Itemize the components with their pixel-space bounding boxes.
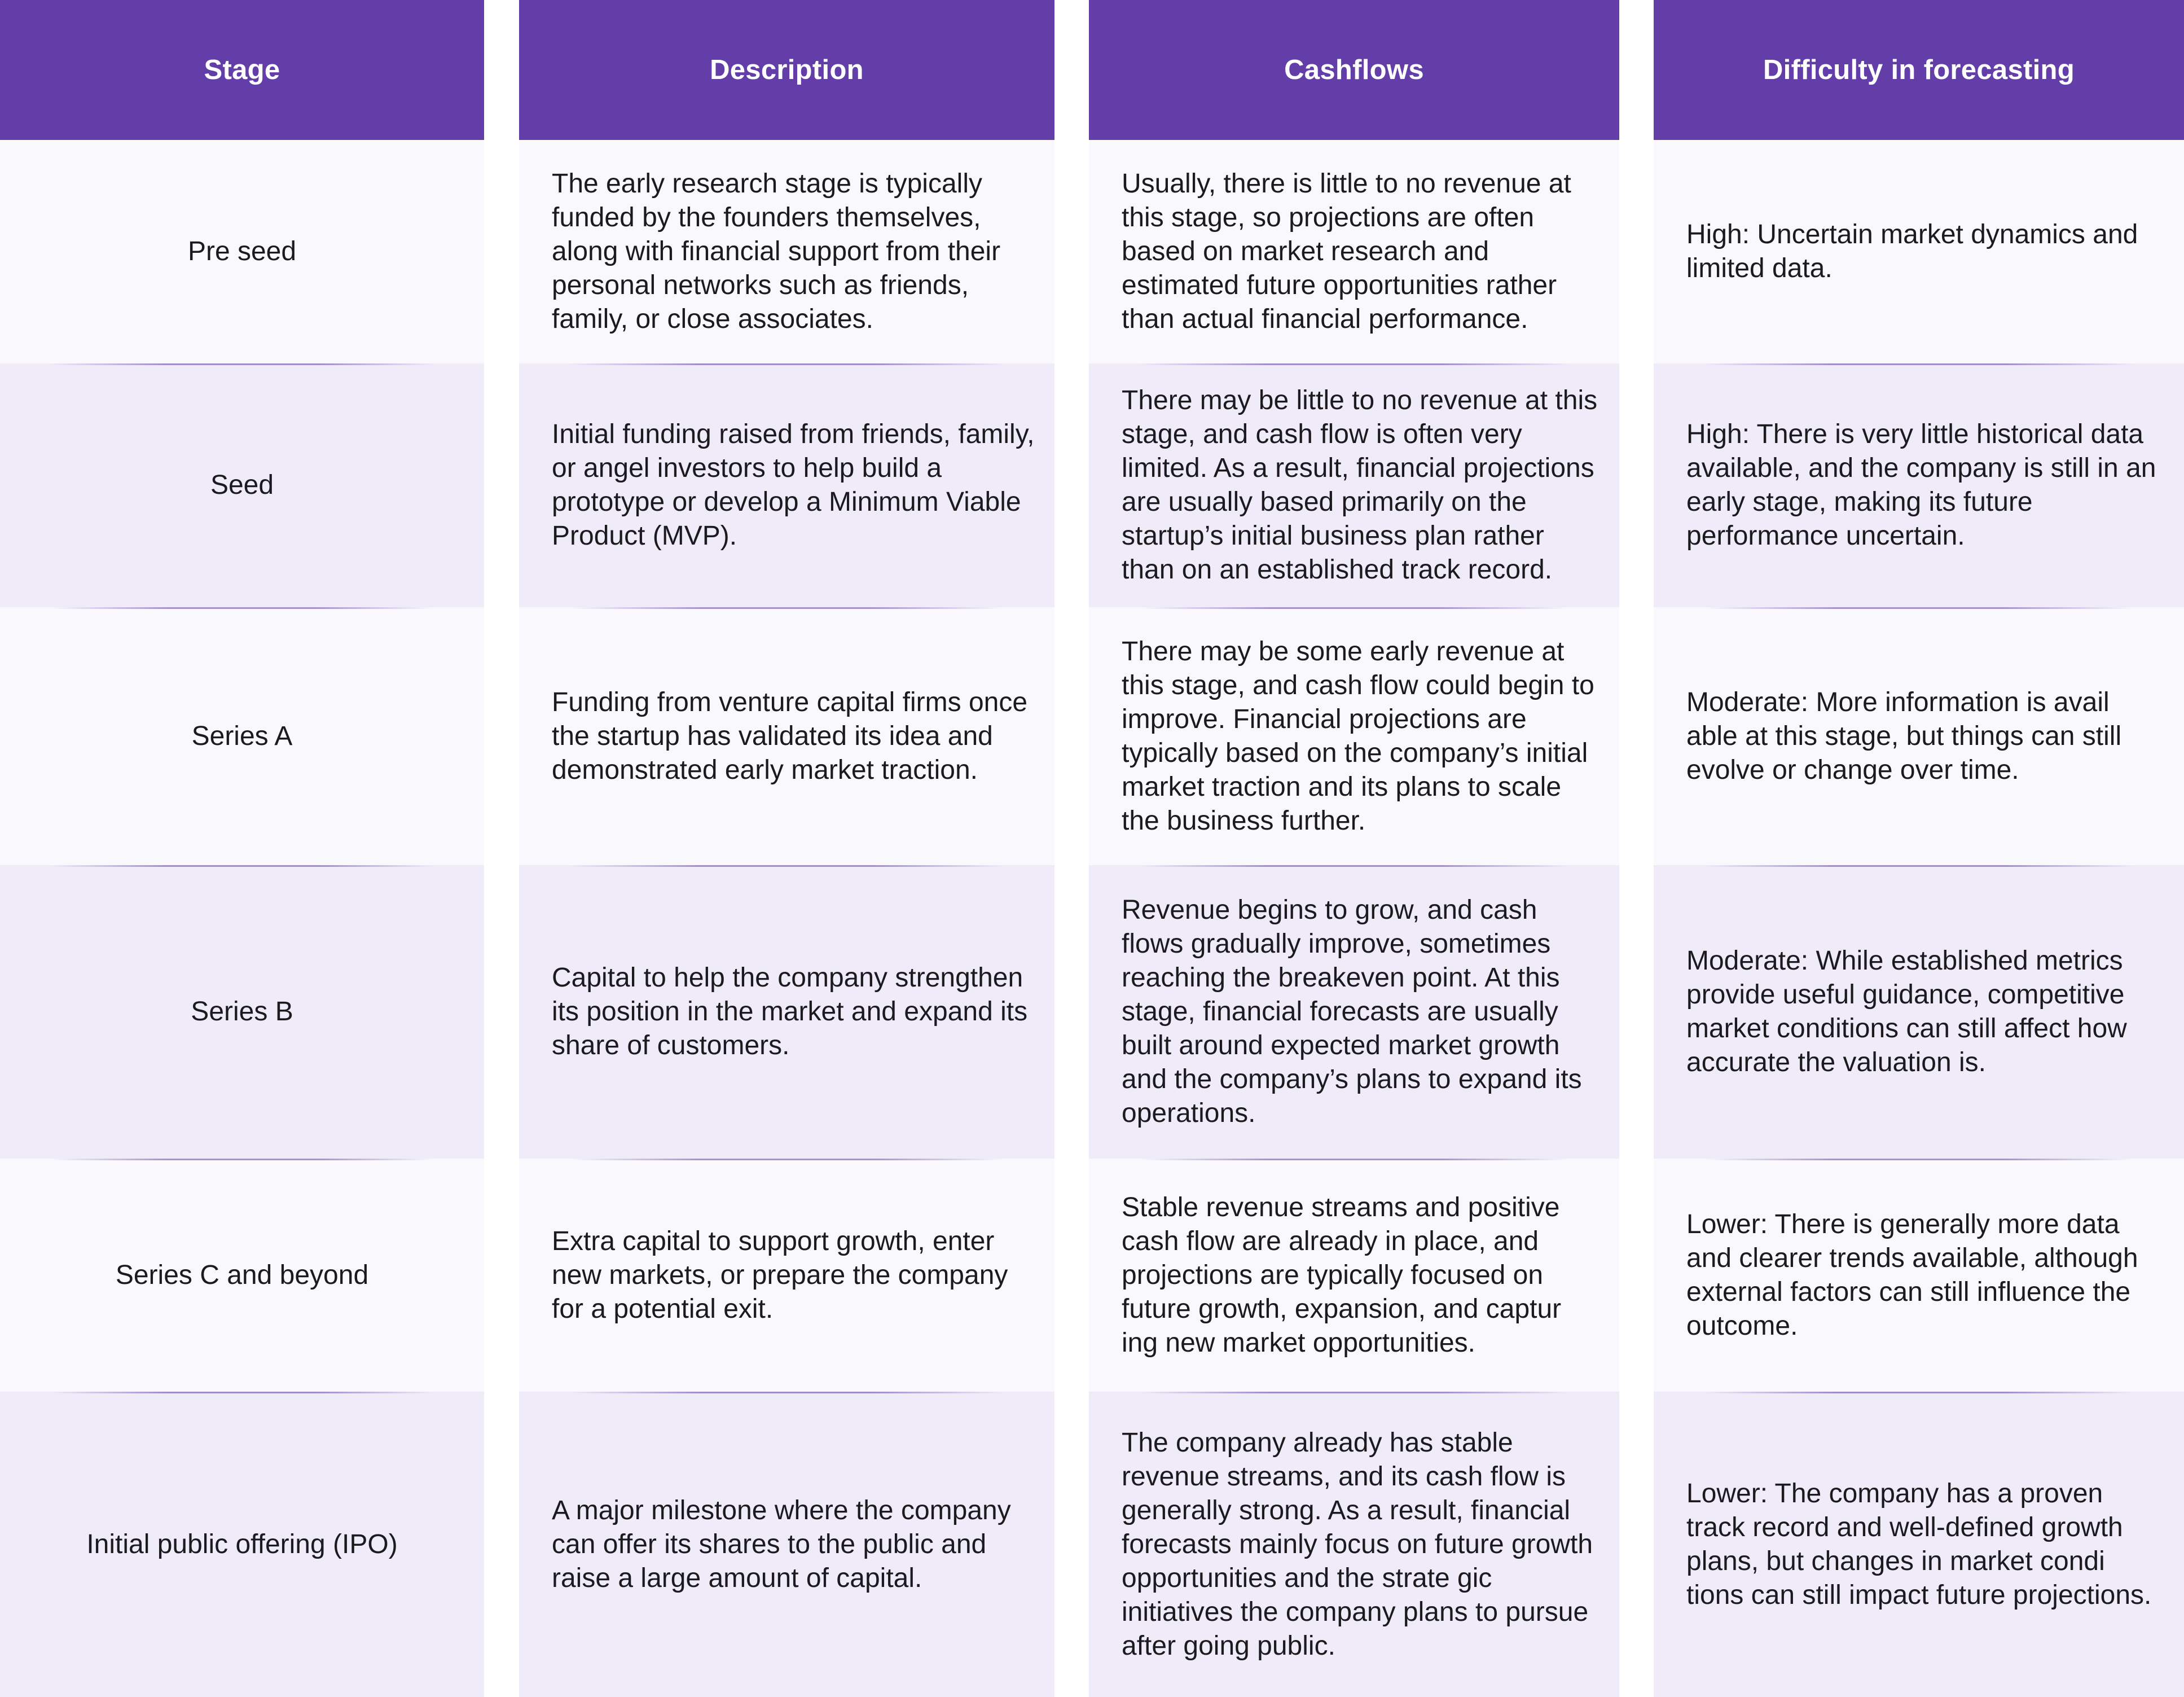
description-column xyxy=(519,0,1054,1697)
difficulty-cell xyxy=(1654,1159,2184,1392)
description-text: Funding from venture capital firms once the startup has validated its idea and demonstrated early market traction. xyxy=(552,687,1028,785)
row-divider xyxy=(1140,1159,1568,1160)
row-divider xyxy=(1704,865,2133,867)
stage-cell xyxy=(0,1159,484,1392)
stage-cell xyxy=(0,607,484,865)
stage-text: Seed xyxy=(210,470,274,500)
row-divider xyxy=(1704,607,2133,609)
row-divider xyxy=(570,607,1004,609)
cashflows-cell xyxy=(1089,1392,1619,1697)
stage-text: Pre seed xyxy=(187,236,297,266)
difficulty-cell xyxy=(1654,1392,2184,1697)
row-divider xyxy=(1140,363,1568,365)
stage-text: Series B xyxy=(191,997,293,1027)
description-cell xyxy=(519,140,1054,363)
cashflows-text: The company already has stable revenue streams, and its cash flow is generally strong. As a result, financial forecasts mainly focus on future growth opportunities and the strate gic initiatives the company plans to pursue after going public. xyxy=(1122,1427,1593,1661)
stage-text: Series C and beyond xyxy=(115,1260,369,1290)
header-cashflows: Cashflows xyxy=(1089,0,1619,140)
description-text: Initial funding raised from friends, family, or angel investors to help build a prototype or develop a Minimum Viable Product (MVP). xyxy=(552,419,1035,551)
stage-text: Initial public offering (IPO) xyxy=(86,1529,398,1559)
row-divider xyxy=(51,607,433,609)
stage-text: Series A xyxy=(191,721,293,751)
row-divider xyxy=(570,1392,1004,1393)
row-divider xyxy=(51,363,433,365)
row-divider xyxy=(1704,1159,2133,1160)
cashflows-text: There may be little to no revenue at this stage, and cash flow is often very limited. As a result, financial projections are usually based primarily on the startup’s initial business plan rather than on an established track record. xyxy=(1122,385,1598,585)
row-divider xyxy=(570,1159,1004,1160)
row-divider xyxy=(51,1392,433,1393)
row-divider xyxy=(1140,607,1568,609)
row-divider xyxy=(1140,1392,1568,1393)
difficulty-text: Lower: There is generally more data and clearer trends available, although external factors can still influence the outcome. xyxy=(1686,1209,2138,1341)
row-divider xyxy=(570,363,1004,365)
row-divider xyxy=(1704,363,2133,365)
description-cell xyxy=(519,865,1054,1159)
cashflows-cell xyxy=(1089,363,1619,607)
stage-cell xyxy=(0,363,484,607)
cashflows-cell xyxy=(1089,1159,1619,1392)
stage-cell xyxy=(0,1392,484,1697)
description-cell xyxy=(519,1392,1054,1697)
cashflows-cell xyxy=(1089,865,1619,1159)
header-stage: Stage xyxy=(0,0,484,140)
cashflows-text: There may be some early revenue at this stage, and cash flow could begin to improve. Financial projections are typically based on the company’s initial market traction and its plans to scale the business further. xyxy=(1122,636,1594,836)
stage-cell xyxy=(0,865,484,1159)
difficulty-cell xyxy=(1654,865,2184,1159)
difficulty-text: High: There is very little historical data available, and the company is still in an early stage, making its future performance uncertain. xyxy=(1686,419,2156,551)
difficulty-text: Moderate: More information is avail able at this stage, but things can still evolve or change over time. xyxy=(1686,687,2122,785)
description-cell xyxy=(519,607,1054,865)
row-divider xyxy=(1704,1392,2133,1393)
difficulty-cell xyxy=(1654,363,2184,607)
stage-cell xyxy=(0,140,484,363)
difficulty-text: High: Uncertain market dynamics and limited data. xyxy=(1686,220,2138,283)
stage-column xyxy=(0,0,484,1697)
cashflows-column xyxy=(1089,0,1619,1697)
description-text: A major milestone where the company can offer its shares to the public and raise a large amount of capital. xyxy=(552,1495,1011,1593)
row-divider xyxy=(1140,865,1568,867)
description-text: Extra capital to support growth, enter new markets, or prepare the company for a potential exit. xyxy=(552,1226,1008,1324)
header-description: Description xyxy=(519,0,1054,140)
cashflows-text: Revenue begins to grow, and cash flows gradually improve, sometimes reaching the breakeven point. At this stage, financial forecasts are usually built around expected market growth and the company’s plans to expand its operations. xyxy=(1122,895,1582,1128)
description-cell xyxy=(519,1159,1054,1392)
cashflows-text: Stable revenue streams and positive cash flow are already in place, and projections are typically focused on future growth, expansion, and captur ing new market opportunities. xyxy=(1122,1192,1562,1358)
row-divider xyxy=(51,1159,433,1160)
cashflows-text: Usually, there is little to no revenue at this stage, so projections are often based on market research and estimated future opportunities rather than actual financial performance. xyxy=(1122,169,1571,334)
difficulty-cell xyxy=(1654,607,2184,865)
difficulty-text: Lower: The company has a proven track record and well-defined growth plans, but changes in market condi tions can still impact future projections. xyxy=(1686,1478,2152,1610)
difficulty-column xyxy=(1654,0,2184,1697)
row-divider xyxy=(51,865,433,867)
difficulty-text: Moderate: While established metrics provide useful guidance, competitive market conditions can still affect how accurate the valuation is. xyxy=(1686,946,2127,1077)
description-text: The early research stage is typically funded by the founders themselves, along with financial support from their personal networks such as friends, family, or close associates. xyxy=(552,169,1001,334)
cashflows-cell xyxy=(1089,140,1619,363)
row-divider xyxy=(570,865,1004,867)
cashflows-cell xyxy=(1089,607,1619,865)
difficulty-cell xyxy=(1654,140,2184,363)
header-difficulty: Difficulty in forecasting xyxy=(1654,0,2184,140)
description-cell xyxy=(519,363,1054,607)
description-text: Capital to help the company strengthen its position in the market and expand its share of customers. xyxy=(552,963,1028,1060)
